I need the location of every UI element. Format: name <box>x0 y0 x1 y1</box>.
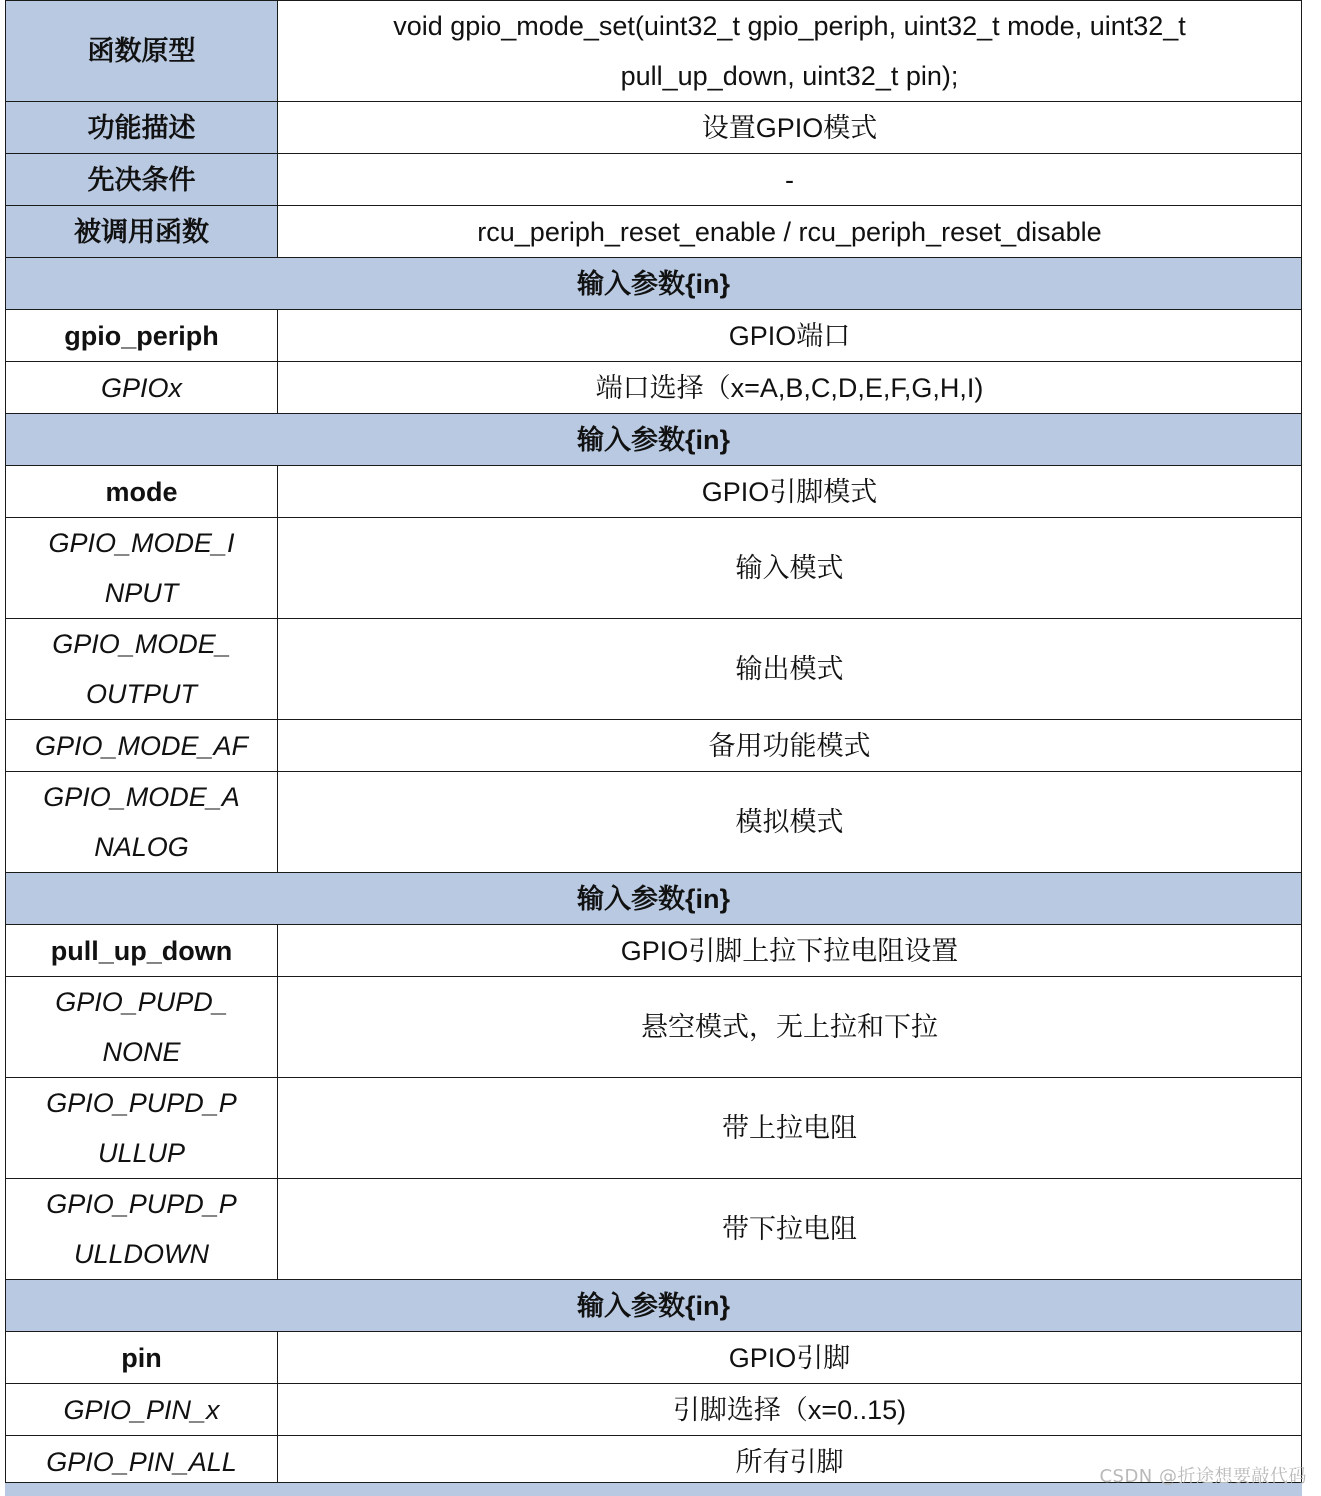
section-heading <box>6 873 1302 925</box>
section-heading-text: 输入参数{in} <box>6 258 1302 310</box>
section-heading <box>6 414 1302 466</box>
precondition-row <box>6 154 1302 206</box>
prototype-value: void gpio_mode_set(uint32_t gpio_periph, uint32_t mode, uint32_t pull_up_down, uint32_t pin); <box>278 1 1302 102</box>
param-name: gpio_periph <box>6 310 278 362</box>
row-label: 功能描述 <box>6 102 278 154</box>
param-value-row <box>6 1179 1302 1280</box>
param-value: GPIO_PUPD_PULLUP <box>6 1078 278 1179</box>
param-value-description: 所有引脚 <box>278 1436 1302 1488</box>
param-description: GPIO引脚 <box>278 1332 1302 1384</box>
row-value: - <box>278 154 1302 206</box>
param-value-row <box>6 720 1302 772</box>
param-name-row <box>6 310 1302 362</box>
prototype-row <box>6 1 1302 102</box>
param-value-description: 带下拉电阻 <box>278 1179 1302 1280</box>
param-name: pin <box>6 1332 278 1384</box>
watermark: CSDN @折途想要敲代码 <box>1099 1466 1307 1487</box>
description-row <box>6 102 1302 154</box>
param-value: GPIO_MODE_AF <box>6 720 278 772</box>
param-description: GPIO引脚上拉下拉电阻设置 <box>278 925 1302 977</box>
param-name-row <box>6 1332 1302 1384</box>
param-value-row <box>6 772 1302 873</box>
param-name-row <box>6 925 1302 977</box>
param-value: GPIO_PIN_ALL <box>6 1436 278 1488</box>
param-name: pull_up_down <box>6 925 278 977</box>
section-heading-text: 输入参数{in} <box>6 873 1302 925</box>
section-heading <box>6 258 1302 310</box>
param-value-row <box>6 1078 1302 1179</box>
param-value: GPIO_MODE_ANALOG <box>6 772 278 873</box>
row-label: 先决条件 <box>6 154 278 206</box>
row-value: 设置GPIO模式 <box>278 102 1302 154</box>
row-label: 函数原型 <box>6 1 278 102</box>
param-value-description: 悬空模式，无上拉和下拉 <box>278 977 1302 1078</box>
param-name-row <box>6 466 1302 518</box>
param-value-description: 端口选择（x=A,B,C,D,E,F,G,H,I) <box>278 362 1302 414</box>
param-value-description: 备用功能模式 <box>278 720 1302 772</box>
called-functions-row <box>6 206 1302 258</box>
section-heading <box>6 1280 1302 1332</box>
param-value-description: 引脚选择（x=0..15) <box>278 1384 1302 1436</box>
param-value: GPIO_PUPD_NONE <box>6 977 278 1078</box>
param-value-row <box>6 619 1302 720</box>
row-value: rcu_periph_reset_enable / rcu_periph_reset_disable <box>278 206 1302 258</box>
param-value-description: 输出模式 <box>278 619 1302 720</box>
param-value-row <box>6 518 1302 619</box>
function-spec-table <box>5 0 1302 1488</box>
param-value-description: 输入模式 <box>278 518 1302 619</box>
param-name: mode <box>6 466 278 518</box>
param-value: GPIO_PIN_x <box>6 1384 278 1436</box>
param-value: GPIO_MODE_INPUT <box>6 518 278 619</box>
param-value: GPIOx <box>6 362 278 414</box>
param-description: GPIO引脚模式 <box>278 466 1302 518</box>
param-value-description: 模拟模式 <box>278 772 1302 873</box>
row-label: 被调用函数 <box>6 206 278 258</box>
param-value: GPIO_MODE_OUTPUT <box>6 619 278 720</box>
param-value-row <box>6 1384 1302 1436</box>
param-description: GPIO端口 <box>278 310 1302 362</box>
section-heading-text: 输入参数{in} <box>6 1280 1302 1332</box>
param-value-row <box>6 362 1302 414</box>
param-value-row <box>6 977 1302 1078</box>
param-value: GPIO_PUPD_PULLDOWN <box>6 1179 278 1280</box>
section-heading-text: 输入参数{in} <box>6 414 1302 466</box>
param-value-description: 带上拉电阻 <box>278 1078 1302 1179</box>
